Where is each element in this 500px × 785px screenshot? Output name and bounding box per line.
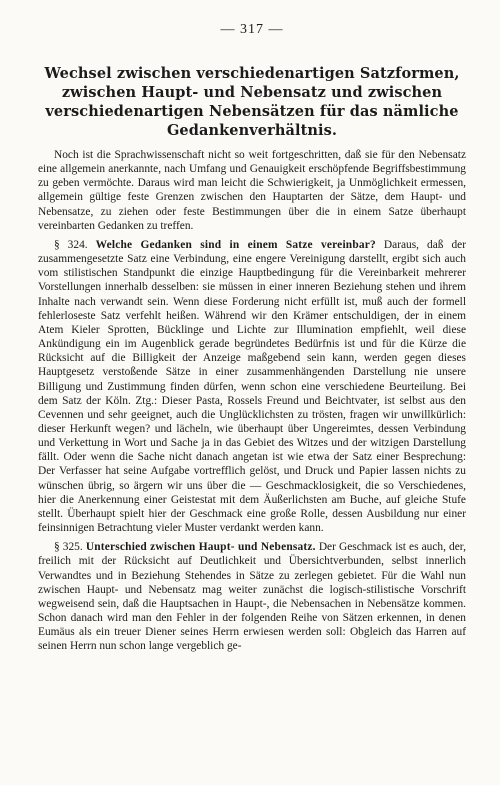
section-324-text: Daraus, daß der zusammengesetzte Satz eine Verbindung, eine engere Vereinigung darstellt, ergibt sich auch vom stilistischen Standpunkt die einzige Hauptbedingung für die Vereinbarkeit mehrerer Vorstellungen innerhalb desselben: sie müssen in einer inneren Beziehung stehen und ihrem Inhalte nach verwandt sein. Wenn diese Forderung nicht erfüllt ist, muß auch der formell fehlerloseste Satz verfehlt heißen. Während wir den Krämer entschuldigen, der in einem Atem Kieler Sprotten, Bücklinge und Lichte zur Illumination empfiehlt, weil diese Ankündigung ein im Augenblick gerade begründetes Bedürfnis ist und für die Kürze die Rücksicht auf die Billigkeit der Anzeige maßgebend sein kann, werden gegen dieses Hauptgesetz verstoßende Sätze in einer zusammenhängenden Darstellung nie unsere Billigung und Zustimmung finden dürfen, wenn schon eine verschiedene Beurteilung. Bei dem Satz der Köln. Ztg.: Dieser Pasta, Rossels Freund und Beichtvater, ist selbst aus den Cevennen und sehr geeignet, auch die Unglücklichsten zu trösten, fragen wir unwillkürlich: dieser Herkunft wegen? und lächeln, wie überhaupt über Ungereimtes, dessen Verbindung und Verkettung in Wort und Sache ja in das Gebiet des Witzes und der witzigen Darstellung fällt. Oder wenn die Sache nicht danach angetan ist wie etwa der Satz einer Besprechung: Der Verfasser hat seine Aufgabe vortrefflich gelöst, und Druck und Papier lassen nichts zu wünschen übrig, so ärgern wir uns über die — Geschmacklosigkeit, die so Verschiedenes, hier die Anerkennung einer Geistestat mit dem Äußerlichsten am Buche, auf gleiche Stufe stellt. Überhaupt spielt hier der Geschmack eine große Rolle, dessen Ausbildung nur einer feinsinnigen Betrachtung vieler Muster verdankt werden kann. bbox=[38, 238, 466, 535]
section-325-paragraph bbox=[38, 540, 466, 653]
chapter-heading: Wechsel zwischen verschiedenartigen Satzformen, zwischen Haupt- und Nebensatz und zwischen verschiedenartigen Nebensätzen für das nämliche Gedankenverhältnis. bbox=[44, 65, 460, 139]
section-325-text: Der Geschmack ist es auch, der, freilich mit der Rücksicht auf Deutlichkeit und Übersichtverbunden, selbst innerlich Verwandtes und in Beziehung Stehendes in Sätze zu zerlegen gebietet. Für die Wahl nun zwischen Haupt- und Nebensatz mag weiter zunächst die logisch-stilistische Vorschrift wegweisend sein, daß die Hauptsachen in Haupt-, die Nebensachen in Nebensätze kommen. Schon danach wird man den Fehler in der folgenden Reihe von Sätzen erkennen, in denen Eumäus als ein treuer Diener seines Herrn erwiesen werden soll: Obgleich das Harren auf seinen Herrn nun schon lange vergeblich ge- bbox=[38, 541, 466, 653]
intro-paragraph: Noch ist die Sprachwissenschaft nicht so weit fortgeschritten, daß sie für den Nebensatz eine allgemein anerkannte, nach Umfang und Genauigkeit erschöpfende Begriffsbestimmung zu geben vermöchte. Daraus wird man leicht die Schwierigkeit, ja Unmöglichkeit ermessen, allgemein gültige feste Grenzen zwischen den Hauptarten der Sätze, dem Haupt- und Nebensatze, zu ziehen oder feste Bestimmungen über die in einem Satze überhaupt vereinbarten Gedanken zu treffen. bbox=[38, 149, 466, 232]
section-324-number: § 324. bbox=[54, 238, 88, 251]
section-325-number: § 325. bbox=[54, 541, 83, 554]
section-325-title: Unterschied zwischen Haupt- und Nebensatz. bbox=[85, 541, 316, 554]
section-324-title: Welche Gedanken sind in einem Satze vereinbar? bbox=[95, 238, 376, 251]
section-324-paragraph bbox=[38, 238, 466, 535]
body-text bbox=[38, 148, 466, 653]
page-number: — 317 — bbox=[220, 22, 284, 37]
